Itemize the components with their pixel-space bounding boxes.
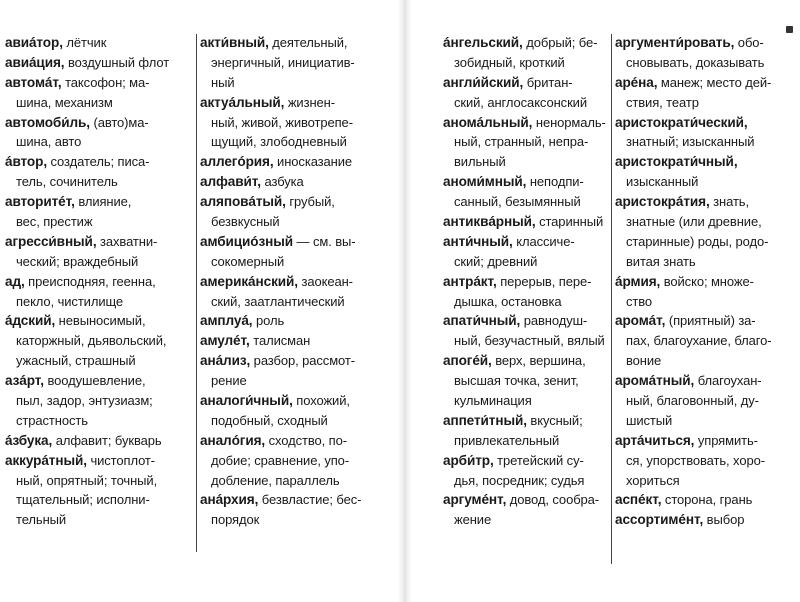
dictionary-line bbox=[443, 331, 609, 351]
headword: áзбука, bbox=[5, 432, 53, 448]
dictionary-line bbox=[200, 53, 392, 73]
dictionary-line bbox=[443, 212, 609, 232]
synonyms-text: витая знать bbox=[626, 253, 696, 269]
synonyms-text: (авто)ма- bbox=[89, 114, 149, 130]
synonyms-text: ство bbox=[626, 293, 653, 309]
dictionary-line bbox=[615, 311, 797, 331]
synonyms-text: азбука bbox=[260, 174, 304, 190]
column-1 bbox=[5, 33, 195, 530]
headword: авторитéт, bbox=[5, 194, 75, 210]
synonyms-text: воздушный флот bbox=[64, 54, 170, 70]
dictionary-line bbox=[200, 152, 392, 172]
synonyms-text: тельный bbox=[16, 512, 67, 528]
dictionary-line bbox=[443, 451, 609, 471]
synonyms-text: захватни- bbox=[96, 233, 158, 249]
dictionary-line bbox=[200, 212, 392, 232]
dictionary-line bbox=[615, 53, 797, 73]
dictionary-line bbox=[615, 272, 797, 292]
dictionary-line bbox=[5, 93, 195, 113]
synonyms-text: тель, сочинитель bbox=[16, 174, 118, 190]
synonyms-text: невыносимый, bbox=[55, 313, 146, 329]
dictionary-line bbox=[615, 113, 797, 133]
synonyms-text: жение bbox=[454, 512, 492, 528]
synonyms-text: дышка, остановка bbox=[454, 293, 562, 309]
headword: ад, bbox=[5, 273, 25, 289]
headword: аналóгия, bbox=[200, 432, 266, 448]
headword: апати́чный, bbox=[443, 313, 521, 329]
headword: аристократи́ческий, bbox=[615, 114, 748, 130]
dictionary-line bbox=[5, 311, 195, 331]
dictionary-line bbox=[443, 172, 609, 192]
synonyms-text: разбор, рассмот- bbox=[250, 353, 355, 369]
headword: аргументи́ровать, bbox=[615, 35, 735, 50]
dictionary-line bbox=[615, 192, 797, 212]
headword: áрмия, bbox=[615, 273, 661, 289]
synonyms-text: равнодуш- bbox=[520, 313, 588, 329]
synonyms-text: рение bbox=[211, 373, 247, 389]
dictionary-line bbox=[5, 53, 195, 73]
dictionary-line bbox=[615, 73, 797, 93]
dictionary-line bbox=[615, 252, 797, 272]
dictionary-line bbox=[200, 252, 392, 272]
synonyms-text: ческий; враждебный bbox=[16, 253, 139, 269]
synonyms-text: ный, живой, животрепе- bbox=[211, 114, 353, 130]
headword: амплуá, bbox=[200, 313, 253, 329]
headword: анáлиз, bbox=[200, 353, 251, 369]
synonyms-text: ненормаль- bbox=[532, 114, 606, 130]
dictionary-line bbox=[5, 152, 195, 172]
headword: авиáтор, bbox=[5, 35, 63, 50]
dictionary-line bbox=[615, 391, 797, 411]
synonyms-text: воодушевление, bbox=[43, 373, 146, 389]
headword: агресси́вный, bbox=[5, 233, 97, 249]
headword: актуáльный, bbox=[200, 94, 285, 110]
synonyms-text: британ- bbox=[523, 74, 573, 90]
synonyms-text: добие; сравнение, упо- bbox=[211, 452, 350, 468]
headword: амулéт, bbox=[200, 333, 250, 349]
synonyms-text: дья, посредник; судья bbox=[454, 472, 585, 488]
synonyms-text: изысканный bbox=[626, 174, 699, 190]
synonyms-text: ский, заатлантический bbox=[211, 293, 345, 309]
synonyms-text: вильный bbox=[454, 154, 506, 170]
synonyms-text: благоухан- bbox=[694, 373, 762, 389]
dictionary-line bbox=[443, 471, 609, 491]
synonyms-text: пах, благоухание, благо- bbox=[626, 333, 772, 349]
synonyms-text: воние bbox=[626, 353, 662, 369]
headword: анти́чный, bbox=[443, 233, 513, 249]
dictionary-line bbox=[615, 292, 797, 312]
synonyms-text: знатные (или древние, bbox=[626, 214, 762, 230]
dictionary-line bbox=[443, 490, 609, 510]
synonyms-text: похожий, bbox=[292, 393, 350, 409]
synonyms-text: знать, bbox=[709, 194, 749, 210]
headword: аккурáтный, bbox=[5, 452, 87, 468]
synonyms-text: алфавит; букварь bbox=[52, 432, 162, 448]
dictionary-line bbox=[443, 232, 609, 252]
dictionary-line bbox=[5, 391, 195, 411]
synonyms-text: деятельный, bbox=[268, 35, 348, 50]
dictionary-line bbox=[200, 371, 392, 391]
column-2 bbox=[200, 33, 392, 530]
dictionary-line bbox=[615, 212, 797, 232]
dictionary-line bbox=[200, 431, 392, 451]
dictionary-line bbox=[5, 331, 195, 351]
dictionary-line bbox=[5, 232, 195, 252]
dictionary-line bbox=[443, 411, 609, 431]
headword: азáрт, bbox=[5, 373, 44, 389]
headword: аристокрáтия, bbox=[615, 194, 710, 210]
dictionary-line bbox=[200, 351, 392, 371]
synonyms-text: иносказание bbox=[273, 154, 353, 170]
synonyms-text: энергичный, инициатив- bbox=[211, 54, 355, 70]
synonyms-text: старинный bbox=[535, 214, 604, 230]
synonyms-text: талисман bbox=[249, 333, 311, 349]
dictionary-line bbox=[200, 172, 392, 192]
dictionary-line bbox=[200, 192, 392, 212]
dictionary-line bbox=[5, 411, 195, 431]
synonyms-text: вес, престиж bbox=[16, 214, 93, 230]
column-3 bbox=[443, 33, 609, 530]
dictionary-line bbox=[200, 311, 392, 331]
headword: англи́йский, bbox=[443, 74, 524, 90]
synonyms-text: чистоплот- bbox=[86, 452, 156, 468]
dictionary-line bbox=[615, 33, 797, 53]
dictionary-line bbox=[443, 53, 609, 73]
synonyms-text: пекло, чистилище bbox=[16, 293, 124, 309]
column-4 bbox=[615, 33, 797, 530]
headword: акти́вный, bbox=[200, 35, 269, 50]
dictionary-line bbox=[443, 132, 609, 152]
dictionary-line bbox=[615, 351, 797, 371]
synonyms-text: вкусный; bbox=[526, 412, 583, 428]
page-corner-mark bbox=[786, 26, 793, 33]
synonyms-text: классиче- bbox=[512, 233, 575, 249]
synonyms-text: манеж; место дей- bbox=[657, 74, 772, 90]
synonyms-text: создатель; писа- bbox=[47, 154, 150, 170]
dictionary-line bbox=[200, 451, 392, 471]
dictionary-line bbox=[200, 113, 392, 133]
dictionary-line bbox=[5, 132, 195, 152]
synonyms-text: ный, благовонный, ду- bbox=[626, 393, 759, 409]
dictionary-line bbox=[5, 510, 195, 530]
headword: аналоги́чный, bbox=[200, 393, 293, 409]
dictionary-line bbox=[615, 411, 797, 431]
dictionary-line bbox=[5, 252, 195, 272]
dictionary-line bbox=[5, 73, 195, 93]
dictionary-line bbox=[443, 510, 609, 530]
dictionary-line bbox=[200, 292, 392, 312]
dictionary-line bbox=[200, 272, 392, 292]
synonyms-text: довод, сообра- bbox=[506, 492, 600, 508]
dictionary-line bbox=[200, 132, 392, 152]
synonyms-text: обо- bbox=[734, 35, 764, 50]
column-divider-left bbox=[196, 34, 197, 552]
synonyms-text: таксофон; ма- bbox=[61, 74, 150, 90]
headword: аномáльный, bbox=[443, 114, 533, 130]
dictionary-line bbox=[443, 311, 609, 331]
synonyms-text: перерыв, пере- bbox=[496, 273, 592, 289]
synonyms-text: добрый; бе- bbox=[522, 35, 598, 50]
dictionary-line bbox=[200, 411, 392, 431]
dictionary-line bbox=[443, 272, 609, 292]
headword: ассортимéнт, bbox=[615, 512, 704, 528]
synonyms-text: грубый, bbox=[285, 194, 335, 210]
dictionary-line bbox=[5, 212, 195, 232]
headword: аспéкт, bbox=[615, 492, 662, 508]
headword: авиáция, bbox=[5, 54, 65, 70]
synonyms-text: добление, параллель bbox=[211, 472, 340, 488]
synonyms-text: шина, авто bbox=[16, 134, 82, 150]
dictionary-line bbox=[5, 33, 195, 53]
dictionary-line bbox=[200, 490, 392, 510]
headword: арéна, bbox=[615, 74, 658, 90]
dictionary-line bbox=[5, 451, 195, 471]
dictionary-line bbox=[5, 351, 195, 371]
synonyms-text: неподпи- bbox=[526, 174, 584, 190]
synonyms-text: знатный; изысканный bbox=[626, 134, 755, 150]
synonyms-text: ный, опрятный; точный, bbox=[16, 472, 158, 488]
synonyms-text: шистый bbox=[626, 412, 673, 428]
synonyms-text: порядок bbox=[211, 512, 260, 528]
headword: анáрхия, bbox=[200, 492, 259, 508]
dictionary-line bbox=[5, 272, 195, 292]
dictionary-line bbox=[443, 292, 609, 312]
synonyms-text: старинные) роды, родо- bbox=[626, 233, 769, 249]
headword: алфави́т, bbox=[200, 174, 261, 190]
headword: аппети́тный, bbox=[443, 412, 527, 428]
synonyms-text: сокомерный bbox=[211, 253, 285, 269]
dictionary-line bbox=[5, 471, 195, 491]
synonyms-text: жизнен- bbox=[284, 94, 335, 110]
dictionary-line bbox=[615, 93, 797, 113]
synonyms-text: хориться bbox=[626, 472, 680, 488]
headword: артáчиться, bbox=[615, 432, 695, 448]
dictionary-line bbox=[615, 490, 797, 510]
synonyms-text: сходство, по- bbox=[265, 432, 347, 448]
dictionary-line bbox=[615, 371, 797, 391]
synonyms-text: ствия, театр bbox=[626, 94, 699, 110]
book-gutter bbox=[398, 0, 412, 602]
dictionary-line bbox=[200, 73, 392, 93]
synonyms-text: (приятный) за- bbox=[665, 313, 756, 329]
dictionary-line bbox=[5, 431, 195, 451]
synonyms-text: высшая точка, зенит, bbox=[454, 373, 579, 389]
synonyms-text: заокеан- bbox=[297, 273, 353, 289]
headword: америкáнский, bbox=[200, 273, 298, 289]
synonyms-text: упрямить- bbox=[694, 432, 758, 448]
synonyms-text: роль bbox=[252, 313, 285, 329]
synonyms-text: третейский су- bbox=[493, 452, 584, 468]
synonyms-text: ный bbox=[211, 74, 235, 90]
dictionary-line bbox=[200, 331, 392, 351]
dictionary-line bbox=[443, 351, 609, 371]
headword: аромáтный, bbox=[615, 373, 695, 389]
dictionary-line bbox=[443, 192, 609, 212]
synonyms-text: сновывать, доказывать bbox=[626, 54, 765, 70]
synonyms-text: кульминация bbox=[454, 393, 532, 409]
synonyms-text: лётчик bbox=[62, 35, 107, 50]
dictionary-line bbox=[5, 192, 195, 212]
dictionary-line bbox=[5, 292, 195, 312]
headword: автомáт, bbox=[5, 74, 62, 90]
dictionary-line bbox=[443, 33, 609, 53]
synonyms-text: преисподняя, геенна, bbox=[24, 273, 156, 289]
dictionary-line bbox=[5, 490, 195, 510]
dictionary-line bbox=[443, 73, 609, 93]
dictionary-line bbox=[615, 471, 797, 491]
synonyms-text: санный, безымянный bbox=[454, 194, 581, 210]
headword: áдский, bbox=[5, 313, 56, 329]
headword: автомоби́ль, bbox=[5, 114, 90, 130]
dictionary-line bbox=[5, 172, 195, 192]
headword: аристократи́чный, bbox=[615, 154, 738, 170]
dictionary-line bbox=[443, 252, 609, 272]
dictionary-line bbox=[443, 391, 609, 411]
dictionary-line bbox=[615, 232, 797, 252]
headword: арби́тр, bbox=[443, 452, 494, 468]
synonyms-text: каторжный, дьявольский, bbox=[16, 333, 167, 349]
dictionary-line bbox=[615, 451, 797, 471]
synonyms-text: зобидный, кроткий bbox=[454, 54, 565, 70]
synonyms-text: страстность bbox=[16, 412, 88, 428]
headword: амбициóзный bbox=[200, 233, 294, 249]
synonyms-text: сторона, грань bbox=[661, 492, 753, 508]
headword: аргумéнт, bbox=[443, 492, 507, 508]
synonyms-text: — см. вы- bbox=[293, 233, 356, 249]
synonyms-text: тщательный; исполни- bbox=[16, 492, 150, 508]
synonyms-text: ный, безучастный, вялый bbox=[454, 333, 605, 349]
synonyms-text: привлекательный bbox=[454, 432, 560, 448]
synonyms-text: верх, вершина, bbox=[491, 353, 586, 369]
dictionary-line bbox=[200, 33, 392, 53]
dictionary-line bbox=[200, 232, 392, 252]
synonyms-text: подобный, сходный bbox=[211, 412, 328, 428]
dictionary-line bbox=[615, 431, 797, 451]
dictionary-line bbox=[5, 371, 195, 391]
dictionary-line bbox=[615, 152, 797, 172]
synonyms-text: ся, упорствовать, хоро- bbox=[626, 452, 765, 468]
dictionary-line bbox=[200, 391, 392, 411]
synonyms-text: безвкусный bbox=[211, 214, 280, 230]
synonyms-text: ужасный, страшный bbox=[16, 353, 136, 369]
synonyms-text: шина, механизм bbox=[16, 94, 113, 110]
dictionary-line bbox=[200, 510, 392, 530]
dictionary-line bbox=[443, 371, 609, 391]
synonyms-text: щущий, злободневный bbox=[211, 134, 347, 150]
synonyms-text: ский; древний bbox=[454, 253, 538, 269]
headword: аляповáтый, bbox=[200, 194, 286, 210]
dictionary-line bbox=[615, 132, 797, 152]
dictionary-line bbox=[615, 331, 797, 351]
headword: аллегóрия, bbox=[200, 154, 274, 170]
headword: антрáкт, bbox=[443, 273, 497, 289]
dictionary-line bbox=[5, 113, 195, 133]
dictionary-line bbox=[443, 93, 609, 113]
dictionary-line bbox=[615, 172, 797, 192]
headword: аноми́мный, bbox=[443, 174, 527, 190]
headword: апогéй, bbox=[443, 353, 492, 369]
column-divider-right bbox=[611, 34, 612, 564]
synonyms-text: выбор bbox=[703, 512, 745, 528]
headword: áнгельский, bbox=[443, 35, 523, 50]
dictionary-line bbox=[615, 510, 797, 530]
synonyms-text: безвластие; бес- bbox=[258, 492, 362, 508]
synonyms-text: войско; множе- bbox=[660, 273, 754, 289]
synonyms-text: ный, странный, непра- bbox=[454, 134, 589, 150]
synonyms-text: влияние, bbox=[74, 194, 132, 210]
headword: антиквáрный, bbox=[443, 214, 536, 230]
dictionary-line bbox=[443, 113, 609, 133]
dictionary-line bbox=[200, 93, 392, 113]
synonyms-text: ский, англосаксонский bbox=[454, 94, 587, 110]
dictionary-line bbox=[443, 152, 609, 172]
headword: аромáт, bbox=[615, 313, 666, 329]
synonyms-text: пыл, задор, энтузиазм; bbox=[16, 393, 153, 409]
headword: áвтор, bbox=[5, 154, 47, 170]
dictionary-line bbox=[443, 431, 609, 451]
dictionary-line bbox=[200, 471, 392, 491]
